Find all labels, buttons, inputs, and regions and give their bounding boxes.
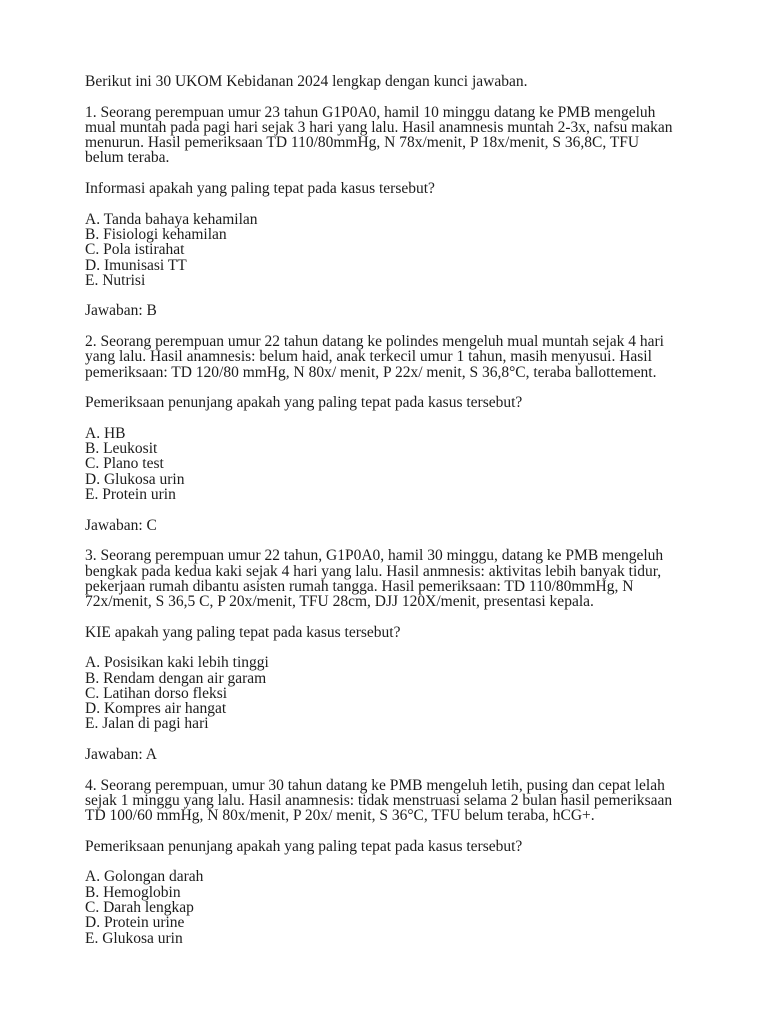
question-1-prompt: Informasi apakah yang paling tepat pada kasus tersebut? (85, 180, 435, 198)
question-1-case: 1. Seorang perempuan umur 23 tahun G1P0A0, hamil 10 minggu datang ke PMB mengeluh mual muntah pada pagi hari sejak 3 hari yang lalu. Hasil anamnesis muntah 2-3x, nafsu makan menurun. Hasil pemeriksaan TD 110/80mmHg, N 78x/menit, P 18x/menit, S 36,8C, TFU belum teraba. (85, 103, 673, 167)
question-block-4 (85, 778, 673, 946)
question-3-case: 3. Seorang perempuan umur 22 tahun, G1P0A0, hamil 30 minggu, datang ke PMB mengeluh bengkak pada kedua kaki sejak 4 hari yang lalu. Hasil anmnesis: aktivitas lebih banyak tidur, pekerjaan rumah dibantu asisten rumah tangga. Hasil pemeriksaan: TD 110/80mmHg, N 72x/menit, S 36,5 C, P 20x/menit, TFU 28cm, DJJ 120X/menit, presentasi kepala. (85, 547, 664, 611)
document-intro: Berikut ini 30 UKOM Kebidanan 2024 lengkap dengan kunci jawaban. (85, 73, 528, 90)
answer-option-a: A. Posisikan kaki lebih tinggi (85, 654, 269, 672)
answer-option-a: A. HB (85, 424, 126, 442)
question-1-answer-key: Jawaban: B (85, 302, 157, 320)
question-3-options (85, 655, 673, 731)
answer-option-c: C. Darah lengkap (85, 899, 194, 917)
answer-option-c: C. Latihan dorso fleksi (85, 684, 228, 702)
question-1-options (85, 212, 673, 288)
question-3-prompt: KIE apakah yang paling tepat pada kasus tersebut? (85, 623, 401, 641)
question-4-options (85, 869, 673, 945)
answer-option-a: A. Tanda bahaya kehamilan (85, 210, 258, 228)
answer-option-b: B. Leukosit (85, 440, 158, 458)
answer-option-e: E. Nutrisi (85, 271, 146, 289)
question-4-prompt: Pemeriksaan penunjang apakah yang paling tepat pada kasus tersebut? (85, 837, 523, 855)
question-2-options (85, 426, 673, 502)
answer-option-e: E. Glukosa urin (85, 929, 183, 947)
question-2-answer-key: Jawaban: C (85, 516, 157, 534)
question-block-1 (85, 105, 673, 319)
answer-option-b: B. Fisiologi kehamilan (85, 225, 227, 243)
answer-option-d: D. Imunisasi TT (85, 256, 187, 274)
question-3-answer-key: Jawaban: A (85, 746, 157, 764)
answer-option-e: E. Protein urin (85, 486, 176, 504)
question-2-prompt: Pemeriksaan penunjang apakah yang paling tepat pada kasus tersebut? (85, 394, 523, 412)
answer-option-d: D. Kompres air hangat (85, 700, 227, 718)
answer-option-d: D. Protein urine (85, 914, 185, 932)
answer-option-b: B. Rendam dengan air garam (85, 669, 267, 687)
answer-option-e: E. Jalan di pagi hari (85, 715, 209, 733)
answer-option-c: C. Plano test (85, 455, 164, 473)
answer-option-b: B. Hemoglobin (85, 883, 181, 901)
answer-option-a: A. Golongan darah (85, 868, 204, 886)
question-block-3 (85, 548, 673, 762)
question-block-2 (85, 334, 673, 533)
answer-option-d: D. Glukosa urin (85, 470, 185, 488)
document-content (85, 74, 673, 961)
question-2-case: 2. Seorang perempuan umur 22 tahun datang ke polindes mengeluh mual muntah sejak 4 hari yang lalu. Hasil anamnesis: belum haid, anak terkecil umur 1 tahun, masih menyusui. Hasil pemeriksaan: TD 120/80 mmHg, N 80x/ menit, P 22x/ menit, S 36,8°C, teraba ballottement. (85, 333, 664, 381)
answer-option-c: C. Pola istirahat (85, 241, 185, 259)
question-4-case: 4. Seorang perempuan, umur 30 tahun datang ke PMB mengeluh letih, pusing dan cepat lelah sejak 1 minggu yang lalu. Hasil anamnesis: tidak menstruasi selama 2 bulan hasil pemeriksaan TD 100/60 mmHg, N 80x/menit, P 20x/ menit, S 36°C, TFU belum teraba, hCG+. (85, 776, 673, 825)
